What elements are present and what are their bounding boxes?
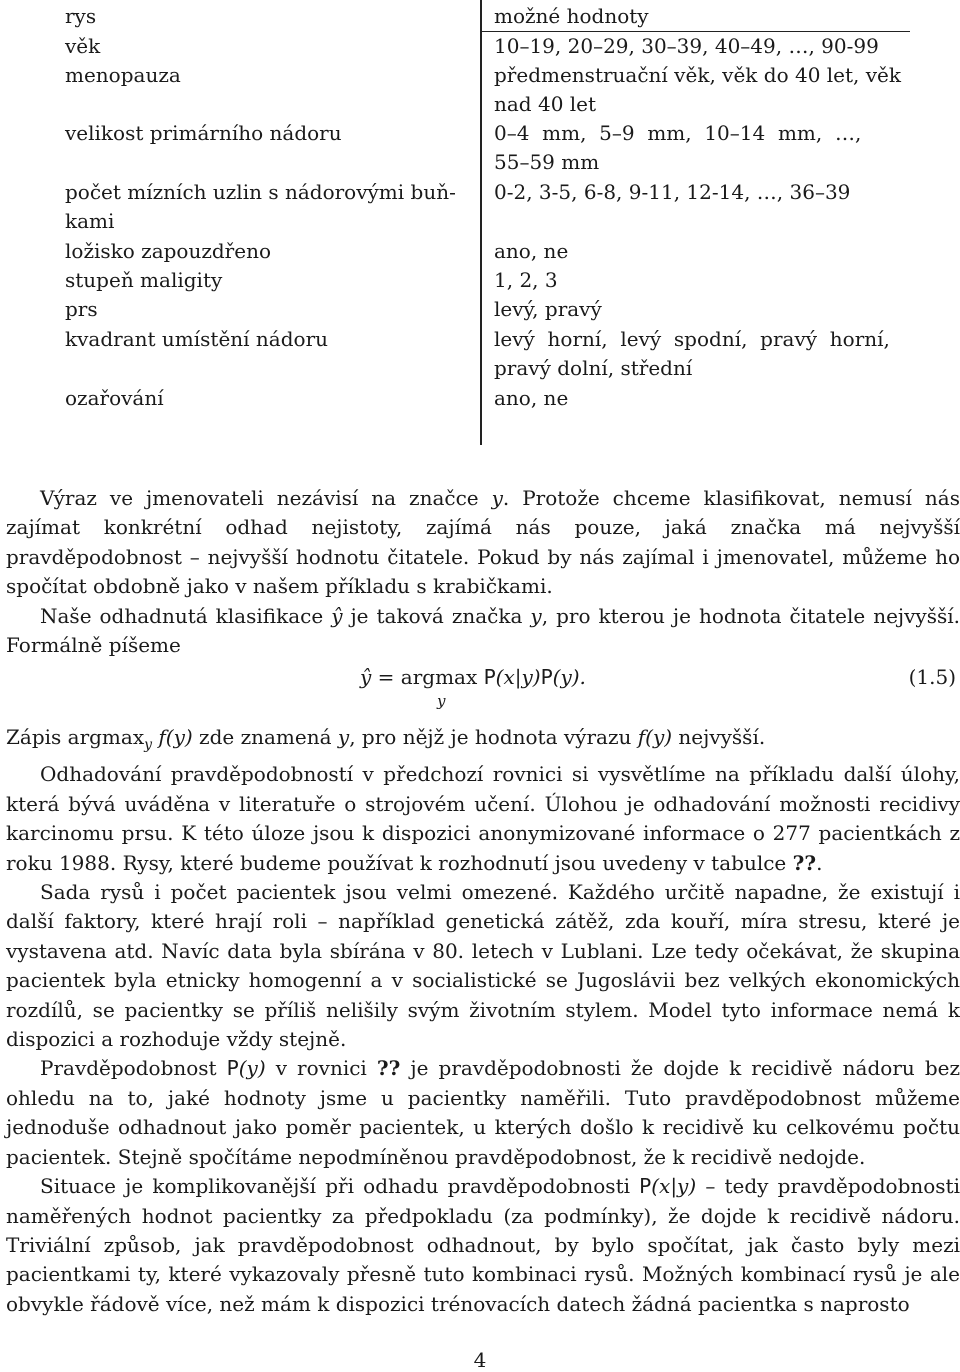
math-args: (x|y) — [651, 1174, 697, 1199]
text-run: Pravděpodobnost — [40, 1056, 227, 1081]
table-cell-values: ano, ne — [494, 239, 569, 263]
paragraph: Sada rysů i počet pacientek jsou velmi omezené. Každého určitě napadne, že existují i další faktory, které hrají roli – například genetická zátěž, zda kouří, míra stresu, které je vystavena atd. Navíc data byla sbírána v 80. letech v Lublani. Lze tedy očekávat, že skupina pacientek byla etnicky homogenní a v socialistické se Jugoslávii bez velkých ekonomických rozdílů, se pacientky se příliš nelišily svým životním stylem. Model tyto informace nemá k dispozici a rozhoduje vždy stejně. — [6, 880, 960, 1052]
table-cell-feature: kami — [65, 209, 115, 233]
table-cell-feature: kvadrant umístění nádoru — [65, 327, 329, 351]
broken-reference: ?? — [792, 850, 817, 875]
text-run: zde znamená — [192, 725, 338, 749]
table-cell-values: předmenstruační věk, věk do 40 let, věk — [494, 63, 902, 87]
math-args: (y) — [238, 1056, 266, 1081]
table-cell-values: 55–59 mm — [494, 150, 600, 174]
table-cell-feature: ozařování — [65, 386, 164, 410]
table-cell-feature: stupeň maligity — [65, 268, 223, 292]
text-run: – tedy pravděpodobnosti naměřených hodnot pacientky za předpokladu (za podmínky), že dojde k recidivě nádoru. Triviální způsob, jak pravděpodobnost odhadnout, by bylo spočítat, jak často byly mezi pacientkami ty, které vykazovaly přesně tuto kombinaci rysů. Možných kombinací rysů je ale obvykle řádově více, než mám k dispozici trénovacích datech žádná pacientka s naprosto — [6, 1174, 960, 1316]
math-var: y — [337, 725, 350, 749]
math-var: ŷ — [360, 665, 372, 689]
equation-number: (1.5) — [908, 665, 956, 689]
table-cell-values: 0–4 mm, 5–9 mm, 10–14 mm, …, — [494, 121, 862, 145]
paragraph — [6, 760, 960, 878]
math-expr: f(y) — [152, 725, 193, 749]
table-cell-values: 10–19, 20–29, 30–39, 40–49, …, 90-99 — [494, 34, 879, 58]
body-text-top — [6, 484, 960, 660]
math-prob: P — [226, 1056, 239, 1081]
table-header-values: možné hodnoty — [494, 4, 649, 28]
paragraph — [6, 484, 960, 602]
table-cell-values: levý horní, levý spodní, pravý horní, — [494, 327, 890, 351]
paragraph — [6, 1054, 960, 1172]
table-cell-feature: věk — [65, 34, 101, 58]
math-expr: f(y) — [637, 725, 673, 749]
broken-reference: ?? — [376, 1056, 401, 1081]
page-number: 4 — [473, 1348, 487, 1372]
text-run: je pravděpodobnosti že dojde k recidivě nádoru bez ohledu na to, jaké hodnoty jsme u pacientky naměřili. Tuto pravděpodobnost můžeme jednoduše odhadnout jako poměr pacientek, u kterých došlo k recidivě ku celkovému počtu pacientek. Stejně spočítáme nepodmíněnou pravděpodobnost, že k recidivě nedojde. — [6, 1056, 960, 1169]
table-cell-values: nad 40 let — [494, 92, 597, 116]
table-header-feature: rys — [65, 4, 97, 28]
table-cell-feature: ložisko zapouzdřeno — [65, 239, 271, 263]
table-cell-values: 0-2, 3-5, 6-8, 9-11, 12-14, …, 36–39 — [494, 180, 851, 204]
table-vertical-rule — [480, 0, 482, 445]
math-var: ŷ — [331, 603, 343, 628]
text-run: , pro kterou je hodnota čitatele nejvyšší. Formálně píšeme — [6, 603, 960, 658]
table-cell-feature: velikost primárního nádoru — [65, 121, 342, 145]
equation-subscript: y — [437, 692, 446, 710]
table-cell-values: levý, pravý — [494, 297, 602, 321]
math-prob: P — [540, 665, 553, 689]
text-run: Odhadování pravděpodobností v předchozí rovnici si vysvětlíme na příkladu další úlohy, která bývá uváděna v literatuře o strojovém učení. Úlohou je odhadování možnosti recidivy karcinomu prsu. K této úloze jsou k dispozici anonymizované informace o 277 pacientkách z roku 1988. Rysy, které budeme používat k rozhodnutí jsou uvedeny v tabulce — [6, 762, 960, 875]
text-run: je taková značka — [342, 603, 531, 628]
text-run: , pro nějž je hodnota výrazu — [349, 725, 638, 749]
text-run: . Protože chceme klasifikovat, nemusí nás zajímat konkrétní odhad nejistoty, zajímá nás pouze, jaká značka má nejvyšší pravděpodobnost – nejvyšší hodnotu čitatele. Pokud by nás zajímal i jmenovatel, můžeme ho spočítat obdobně jako v našem příkladu s krabičkami. — [6, 486, 960, 599]
body-text-bottom — [6, 723, 960, 1319]
math-subscript: y — [144, 737, 153, 753]
math-args: (x|y) — [495, 665, 541, 689]
math-prob: P — [483, 665, 496, 689]
table-cell-values: ano, ne — [494, 386, 569, 410]
text-run: nejvyšší. — [672, 725, 766, 749]
features-table — [0, 0, 960, 445]
text-run: Zápis argmax — [6, 725, 145, 749]
table-cell-feature: počet mízních uzlin s nádorovými buň- — [65, 180, 456, 204]
text-run: Výraz ve jmenovateli nezávisí na značce — [40, 486, 492, 510]
math-var: y — [530, 603, 542, 628]
text-run: Situace je komplikovanější při odhadu pravděpodobnosti — [40, 1174, 640, 1199]
table-cell-values: 1, 2, 3 — [494, 268, 558, 292]
table-cell-feature: prs — [65, 297, 98, 321]
paragraph — [6, 1172, 960, 1319]
math-op: = argmax — [371, 665, 484, 689]
text-run: Naše odhadnutá klasifikace — [40, 603, 332, 628]
equation — [360, 662, 586, 692]
table-cell-feature: menopauza — [65, 63, 181, 87]
math-prob: P — [639, 1174, 652, 1199]
math-args: (y). — [552, 665, 586, 689]
text-run: v rovnici — [265, 1056, 377, 1081]
paragraph — [6, 723, 960, 760]
paragraph — [6, 602, 960, 661]
table-cell-values: pravý dolní, střední — [494, 356, 693, 380]
text-run: . — [816, 850, 823, 875]
math-var: y — [491, 486, 503, 510]
